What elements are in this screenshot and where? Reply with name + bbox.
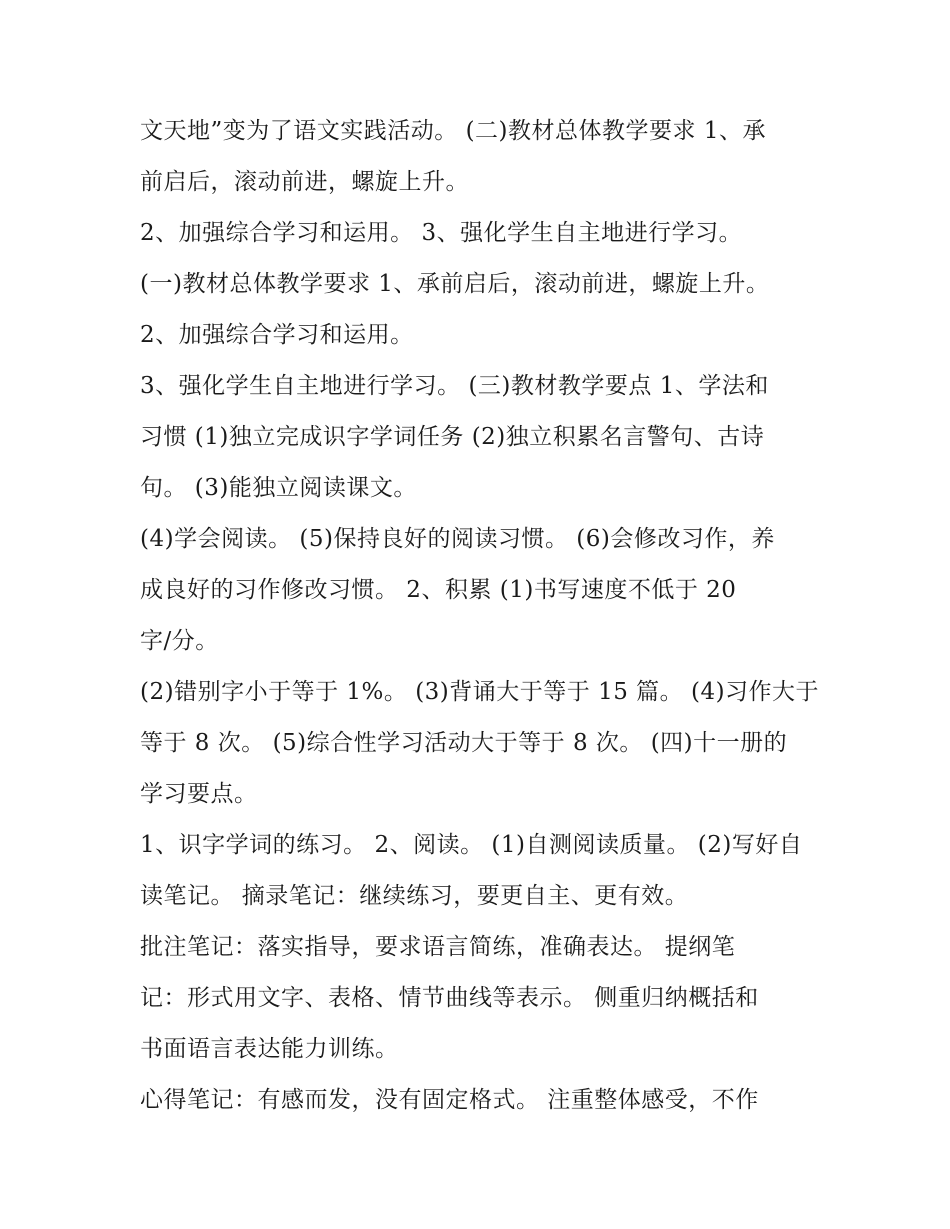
text-line: 句。 (3)能独立阅读课文。 bbox=[140, 475, 417, 501]
text-line: 前启后，滚动前进，螺旋上升。 bbox=[140, 169, 469, 195]
text-line: (4)学会阅读。 (5)保持良好的阅读习惯。 (6)会修改习作，养 bbox=[140, 526, 775, 552]
text-line: 习惯 (1)独立完成识字学词任务 (2)独立积累名言警句、古诗 bbox=[140, 424, 765, 450]
text-line: 2、加强综合学习和运用。 bbox=[140, 322, 414, 348]
text-line: 字/分。 bbox=[140, 628, 219, 654]
text-line: (一)教材总体教学要求 1、承前启后，滚动前进，螺旋上升。 bbox=[140, 271, 770, 297]
text-line: (2)错别字小于等于 1%。 (3)背诵大于等于 15 篇。 (4)习作大于 bbox=[140, 679, 820, 705]
text-line: 心得笔记：有感而发，没有固定格式。 注重整体感受，不作 bbox=[140, 1087, 759, 1113]
text-line: 成良好的习作修改习惯。 2、积累 (1)书写速度不低于 20 bbox=[140, 577, 737, 603]
text-line: 学习要点。 bbox=[140, 781, 258, 807]
body-text bbox=[140, 106, 840, 1126]
text-line: 文天地”变为了语文实践活动。 (二)教材总体教学要求 1、承 bbox=[140, 118, 766, 144]
text-line: 记：形式用文字、表格、情节曲线等表示。 侧重归纳概括和 bbox=[140, 985, 759, 1011]
text-line: 1、识字学词的练习。 2、阅读。 (1)自测阅读质量。 (2)写好自 bbox=[140, 832, 803, 858]
text-line: 2、加强综合学习和运用。 3、强化学生自主地进行学习。 bbox=[140, 220, 743, 246]
text-line: 批注笔记：落实指导，要求语言简练，准确表达。 提纲笔 bbox=[140, 934, 736, 960]
text-line: 等于 8 次。 (5)综合性学习活动大于等于 8 次。 (四)十一册的 bbox=[140, 730, 788, 756]
text-line: 3、强化学生自主地进行学习。 (三)教材教学要点 1、学法和 bbox=[140, 373, 769, 399]
text-line: 读笔记。 摘录笔记：继续练习，要更自主、更有效。 bbox=[140, 883, 689, 909]
text-line: 书面语言表达能力训练。 bbox=[140, 1036, 399, 1062]
